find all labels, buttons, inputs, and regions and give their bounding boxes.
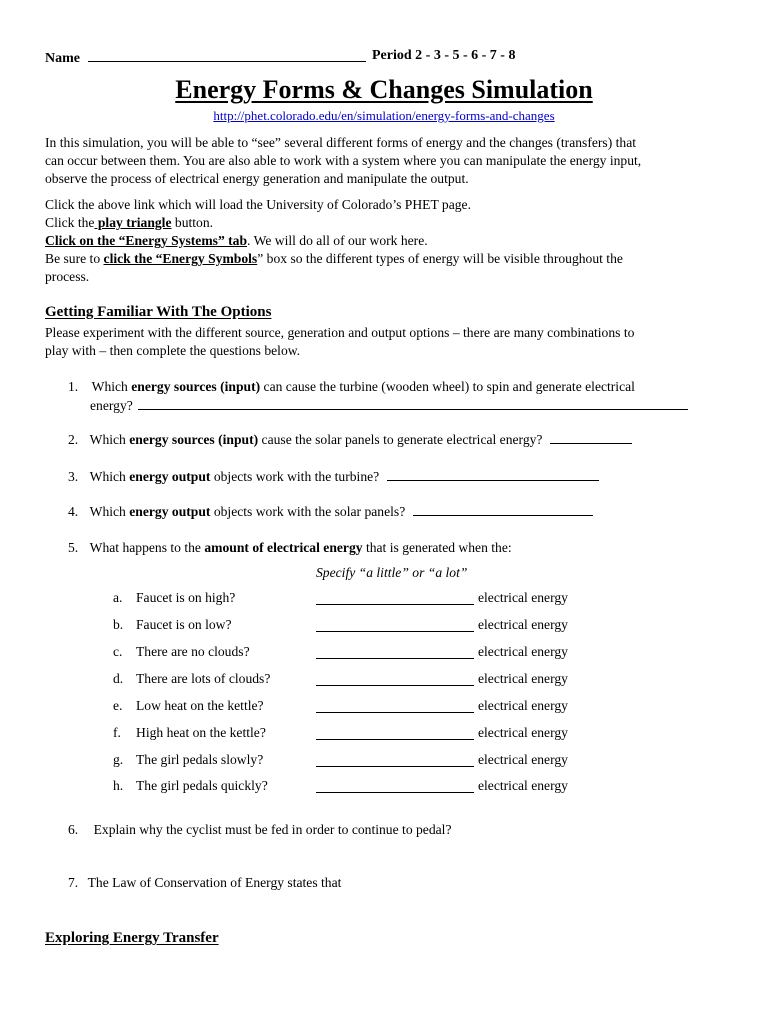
section-intro-line: Please experiment with the different source, generation and output options – there are many combinations to [45,325,635,340]
answer-blank[interactable] [550,430,632,444]
question-number: 1. [68,379,79,394]
energy-systems-emphasis: Click on the “Energy Systems” tab [45,233,248,248]
instruction-text: . We will do all of our work here. [247,233,428,248]
question-emphasis: energy output [129,504,211,519]
item-letter: f. [113,725,121,740]
section-heading-options: Getting Familiar With The Options [45,304,272,320]
question-number: 6. [68,822,79,837]
answer-blank[interactable] [316,645,474,659]
q5-item-g [0,751,768,769]
instruction-line-5: process. [45,269,90,284]
question-text: can cause the turbine (wooden wheel) to spin and generate electrical [260,379,635,394]
question-text: Which [89,469,130,484]
section-intro [45,324,634,360]
question-1-line2 [90,396,688,415]
item-suffix: electrical energy [478,671,568,686]
item-letter: g. [113,752,124,767]
energy-symbols-emphasis: click the “Energy Symbols [103,251,258,266]
answer-blank[interactable] [316,726,474,740]
question-text: Which [89,504,130,519]
q5-item-e [0,697,768,715]
question-6 [68,821,451,839]
item-text: Faucet is on low? [136,617,232,632]
q5-item-f [0,724,768,742]
section-intro-line: play with – then complete the questions below. [45,343,301,358]
name-blank[interactable] [88,48,366,62]
item-text: There are no clouds? [136,644,250,659]
question-number: 7. [68,875,79,890]
q5-hint: Specify “a little” or “a lot” [316,565,468,580]
answer-blank[interactable] [138,396,688,410]
item-suffix: electrical energy [478,778,568,793]
item-suffix: electrical energy [478,725,568,740]
question-text: objects work with the solar panels? [210,504,406,519]
instructions [45,196,623,286]
item-text: High heat on the kettle? [136,725,266,740]
item-suffix: electrical energy [478,698,568,713]
item-letter: b. [113,617,124,632]
instruction-line-4 [45,250,623,268]
question-number: 3. [68,469,79,484]
question-emphasis: energy output [129,469,211,484]
q5-item-a [0,589,768,607]
question-3 [68,467,599,486]
item-letter: d. [113,671,124,686]
answer-blank[interactable] [316,779,474,793]
answer-blank[interactable] [413,502,593,516]
question-5 [68,539,512,557]
intro-line: can occur between them. You are also able to work with a system where you can manipulate the energy input, [45,153,642,168]
item-suffix: electrical energy [478,590,568,605]
item-text: There are lots of clouds? [136,671,271,686]
instruction-text: ” box so the different types of energy will be visible throughout the [257,251,623,266]
q5-item-b [0,616,768,634]
question-2 [68,430,632,449]
item-text: The girl pedals quickly? [136,778,268,793]
instruction-text: button. [171,215,214,230]
answer-blank[interactable] [387,467,599,481]
question-1 [68,378,635,396]
instruction-line-1: Click the above link which will load the University of Colorado’s PHET page. [45,197,471,212]
item-text: The girl pedals slowly? [136,752,264,767]
play-triangle-emphasis: play triangle [94,215,172,230]
answer-blank[interactable] [316,618,474,632]
answer-blank[interactable] [316,753,474,767]
intro-paragraph [45,134,641,188]
question-text: objects work with the turbine? [210,469,380,484]
q5-item-h [0,777,768,795]
question-7 [68,874,341,892]
question-number: 2. [68,432,79,447]
question-text: energy? [90,398,133,413]
question-text: What happens to the [89,540,205,555]
question-text: Which [89,432,130,447]
period-label: Period 2 - 3 - 5 - 6 - 7 - 8 [372,48,516,63]
instruction-line-2 [45,214,623,232]
item-letter: e. [113,698,123,713]
answer-blank[interactable] [316,591,474,605]
item-text: Low heat on the kettle? [136,698,264,713]
answer-blank[interactable] [316,672,474,686]
sim-link[interactable]: http://phet.colorado.edu/en/simulation/energy-forms-and-changes [213,108,555,123]
question-text: cause the solar panels to generate electrical energy? [258,432,543,447]
item-letter: a. [113,590,123,605]
item-suffix: electrical energy [478,644,568,659]
q5-item-c [0,643,768,661]
item-text: Faucet is on high? [136,590,236,605]
name-label: Name [45,51,80,66]
question-emphasis: amount of electrical energy [204,540,363,555]
question-text: Explain why the cyclist must be fed in order to continue to pedal? [93,822,452,837]
question-text: The Law of Conservation of Energy states that [87,875,342,890]
question-4 [68,502,593,521]
answer-blank[interactable] [316,699,474,713]
item-letter: c. [113,644,123,659]
instruction-line-3 [45,232,623,250]
item-suffix: electrical energy [478,752,568,767]
item-suffix: electrical energy [478,617,568,632]
intro-line: observe the process of electrical energy generation and manipulate the output. [45,171,469,186]
question-emphasis: energy sources (input) [129,432,259,447]
item-letter: h. [113,778,124,793]
section-heading-transfer: Exploring Energy Transfer [45,930,219,946]
page-title: Energy Forms & Changes Simulation [175,75,593,104]
name-row [45,48,366,67]
instruction-text: Click the [45,215,95,230]
question-number: 5. [68,540,79,555]
instruction-text: Be sure to [45,251,104,266]
question-number: 4. [68,504,79,519]
question-text: that is generated when the: [362,540,512,555]
intro-line: In this simulation, you will be able to “see” several different forms of energy and the changes (transfers) that [45,135,637,150]
question-text: Which [91,379,132,394]
q5-item-d [0,670,768,688]
question-emphasis: energy sources (input) [131,379,261,394]
